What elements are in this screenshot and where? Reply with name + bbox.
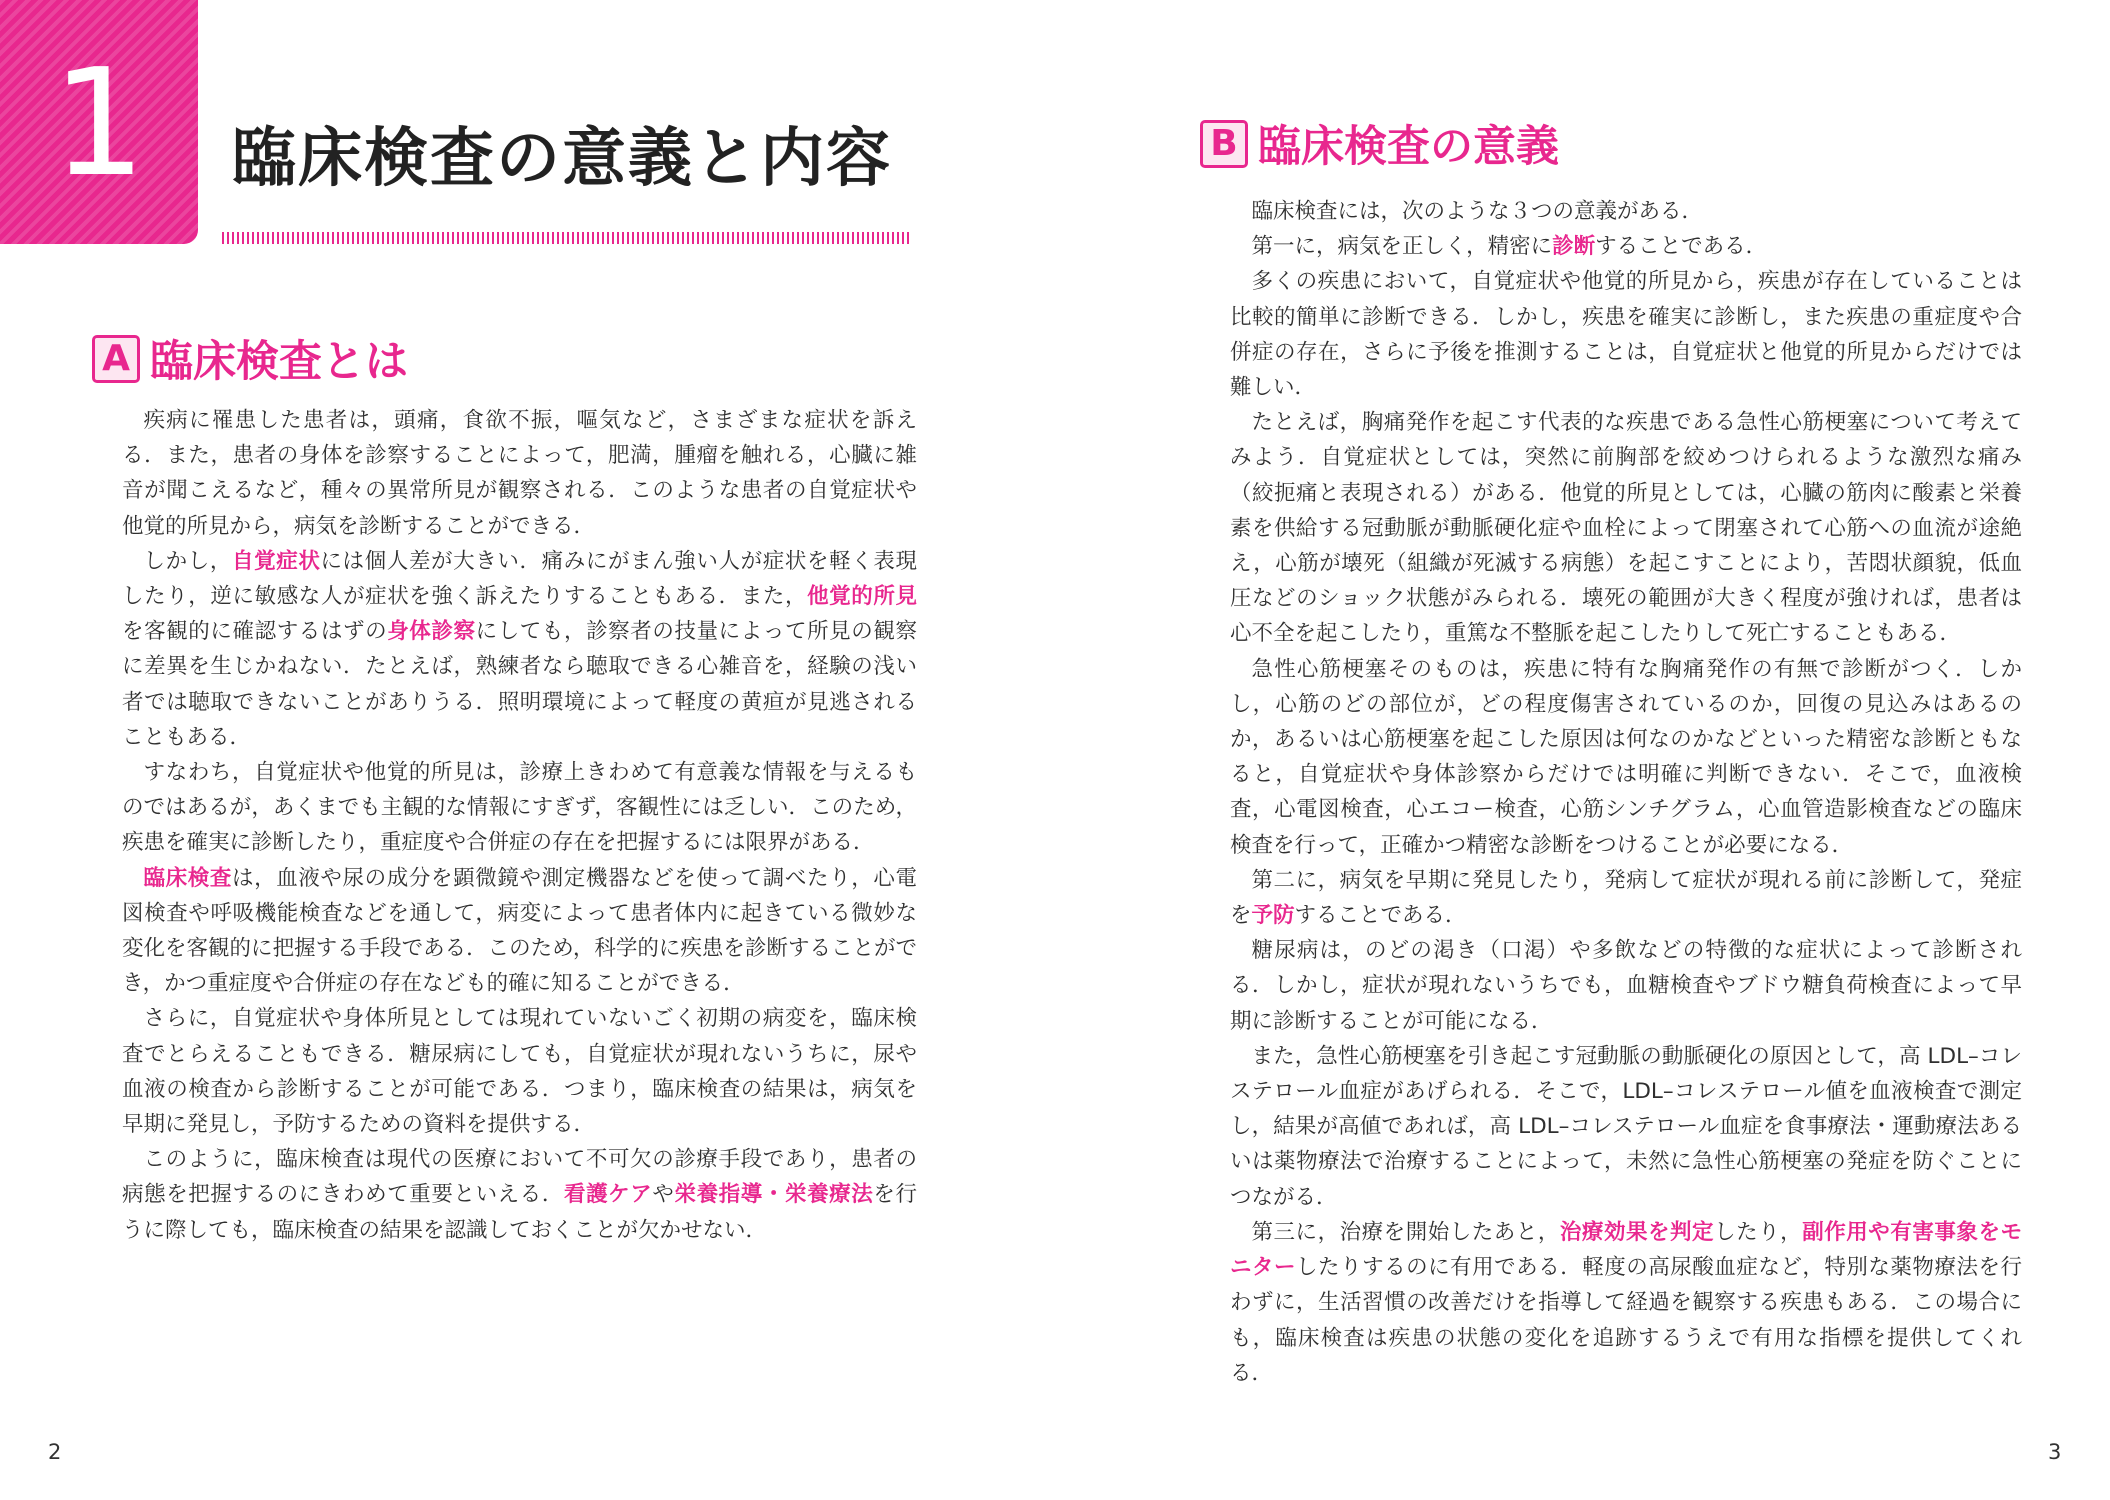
keyword-treatment-effect: 治療効果を判定 xyxy=(1559,1219,1715,1245)
section-a-heading xyxy=(92,328,408,389)
left-body-text xyxy=(122,403,917,1248)
keyword-objective-findings: 他覚的所見 xyxy=(807,584,917,610)
keyword-diagnosis: 診断 xyxy=(1552,234,1596,260)
keyword-nursing-care: 看護ケア xyxy=(563,1182,653,1208)
page-number-right: 3 xyxy=(2048,1440,2062,1464)
keyword-clinical-test: 臨床検査 xyxy=(143,865,232,891)
keyword-subjective-symptoms: 自覚症状 xyxy=(231,548,321,574)
chapter-title-rule xyxy=(222,232,912,244)
section-a-title: 臨床検査とは xyxy=(150,337,408,387)
right-paragraph-3: 多くの疾患において，自覚症状や他覚的所見から，疾患が存在していることは比較的簡単に診断できる．しかし，疾患を確実に診断し，また疾患の重症度や合併症の存在，さらに予後を推測することは，自覚症状と他覚的所見からだけでは難しい． xyxy=(1230,269,2022,401)
left-paragraph-1: 疾病に罹患した患者は，頭痛，食欲不振，嘔気など，さまざまな症状を訴える．また，患者の身体を診察することによって，肥満，腫瘤を触れる，心臓に雑音が聞こえるなど，種々の異常所見が観察される．このような患者の自覚症状や他覚的所見から，病気を診断することができる． xyxy=(122,408,917,539)
left-paragraph-4: 臨床検査は，血液や尿の成分を顕微鏡や測定機器などを使って調べたり，心電図検査や呼吸機能検査などを通して，病変によって患者体内に起きている微妙な変化を客観的に把握する手段である．このため，科学的に疾患を診断することができ，かつ重症度や合併症の存在なども的確に知ることができる． xyxy=(122,865,917,997)
left-paragraph-2: しかし，自覚症状には個人差が大きい．痛みにがまん強い人が症状を軽く表現したり，逆に敏感な人が症状を強く訴えたりすることもある．また，他覚的所見を客観的に確認するはずの身体診察にしても，診察者の技量によって所見の観察に差異を生じかねない．たとえば，熟練者なら聴取できる心雑音を，経験の浅い者では聴取できないことがありうる．照明環境によって軽度の黄疸が見逃されることもある． xyxy=(122,548,917,750)
keyword-physical-exam: 身体診察 xyxy=(387,619,476,645)
right-body-text xyxy=(1230,194,2022,1391)
right-paragraph-9: 第三に，治療を開始したあと，治療効果を判定したり，副作用や有害事象をモニターしたりするのに有用である．軽度の高尿酸血症など，特別な薬物療法を行わずに，生活習慣の改善だけを指導して経過を観察する疾患もある．この場合にも，臨床検査は疾患の状態の変化を追跡するうえで有用な指標を提供してくれる． xyxy=(1230,1219,2022,1386)
left-paragraph-6: このように，臨床検査は現代の医療において不可欠の診療手段であり，患者の病態を把握するのにきわめて重要といえる．看護ケアや栄養指導・栄養療法を行うに際しても，臨床検査の結果を認識しておくことが欠かせない． xyxy=(122,1147,917,1243)
right-paragraph-5: 急性心筋梗塞そのものは，疾患に特有な胸痛発作の有無で診断がつく．しかし，心筋のどの部位が，どの程度傷害されているのか，回復の見込みはあるのか，あるいは心筋梗塞を起こした原因は何なのかなどといった精密な診断ともなると，自覚症状や身体診察からだけでは明確に判断できない．そこで，血液検査，心電図検査，心エコー検査，心筋シンチグラム，心血管造影検査などの臨床検査を行って，正確かつ精密な診断をつけることが必要になる． xyxy=(1230,656,2022,858)
chapter-title: 臨床検査の意義と内容 xyxy=(232,122,892,196)
right-paragraph-7: 糖尿病は，のどの渇き（口渇）や多飲などの特徴的な症状によって診断される．しかし，症状が現れないうちでも，血糖検査やブドウ糖負荷検査によって早期に診断することが可能になる． xyxy=(1230,938,2022,1034)
section-a-badge: A xyxy=(92,335,140,383)
keyword-nutrition-guidance: 栄養指導・栄養療法 xyxy=(674,1182,874,1208)
section-b-title: 臨床検査の意義 xyxy=(1258,122,1559,172)
left-paragraph-5: さらに，自覚症状や身体所見としては現れていないごく初期の病変を，臨床検査でとらえることもできる．糖尿病にしても，自覚症状が現れないうちに，尿や血液の検査から診断することが可能である．つまり，臨床検査の結果は，病気を早期に発見し，予防するための資料を提供する． xyxy=(122,1006,917,1138)
keyword-side-effects-monitor: 副作用や有害事象をモニター xyxy=(1230,1219,2022,1281)
page-number-left: 2 xyxy=(48,1440,62,1464)
section-b-badge: B xyxy=(1200,120,1248,168)
keyword-prevention: 予防 xyxy=(1251,903,1295,929)
right-paragraph-8: また，急性心筋梗塞を引き起こす冠動脈の動脈硬化の原因として，高 LDL–コレステロール血症があげられる．そこで，LDL–コレステロール値を血液検査で測定し，結果が高値であれば，高 LDL–コレステロール血症を食事療法・運動療法あるいは薬物療法で治療することによって，未然に急性心筋梗塞の発症を防ぐことにつながる． xyxy=(1230,1043,2022,1210)
right-paragraph-6: 第二に，病気を早期に発見したり，発病して症状が現れる前に診断して，発症を予防することである． xyxy=(1230,867,2022,929)
right-paragraph-1: 臨床検査には，次のような３つの意義がある． xyxy=(1251,199,1704,224)
right-paragraph-4: たとえば，胸痛発作を起こす代表的な疾患である急性心筋梗塞について考えてみよう．自覚症状としては，突然に前胸部を絞めつけられるような激烈な痛み（絞扼痛と表現される）がある．他覚的所見としては，心臓の筋肉に酸素と栄養素を供給する冠動脈が動脈硬化症や血栓によって閉塞されて心筋への血流が途絶え，心筋が壊死（組織が死滅する病態）を起こすことにより，苦悶状顔貌，低血圧などのショック状態がみられる．壊死の範囲が大きく程度が強ければ，患者は心不全を起こしたり，重篤な不整脈を起こしたりして死亡することもある． xyxy=(1230,410,2022,647)
right-paragraph-2: 第一に，病気を正しく，精密に診断することである． xyxy=(1251,234,1768,260)
section-b-heading xyxy=(1200,113,1559,174)
chapter-number-box xyxy=(0,0,198,244)
chapter-number: 1 xyxy=(51,37,147,209)
left-paragraph-3: すなわち，自覚症状や他覚的所見は，診療上きわめて有意義な情報を与えるものではあるが，あくまでも主観的な情報にすぎず，客観性には乏しい．このため，疾患を確実に診断したり，重症度や合併症の存在を把握するには限界がある． xyxy=(122,760,917,856)
